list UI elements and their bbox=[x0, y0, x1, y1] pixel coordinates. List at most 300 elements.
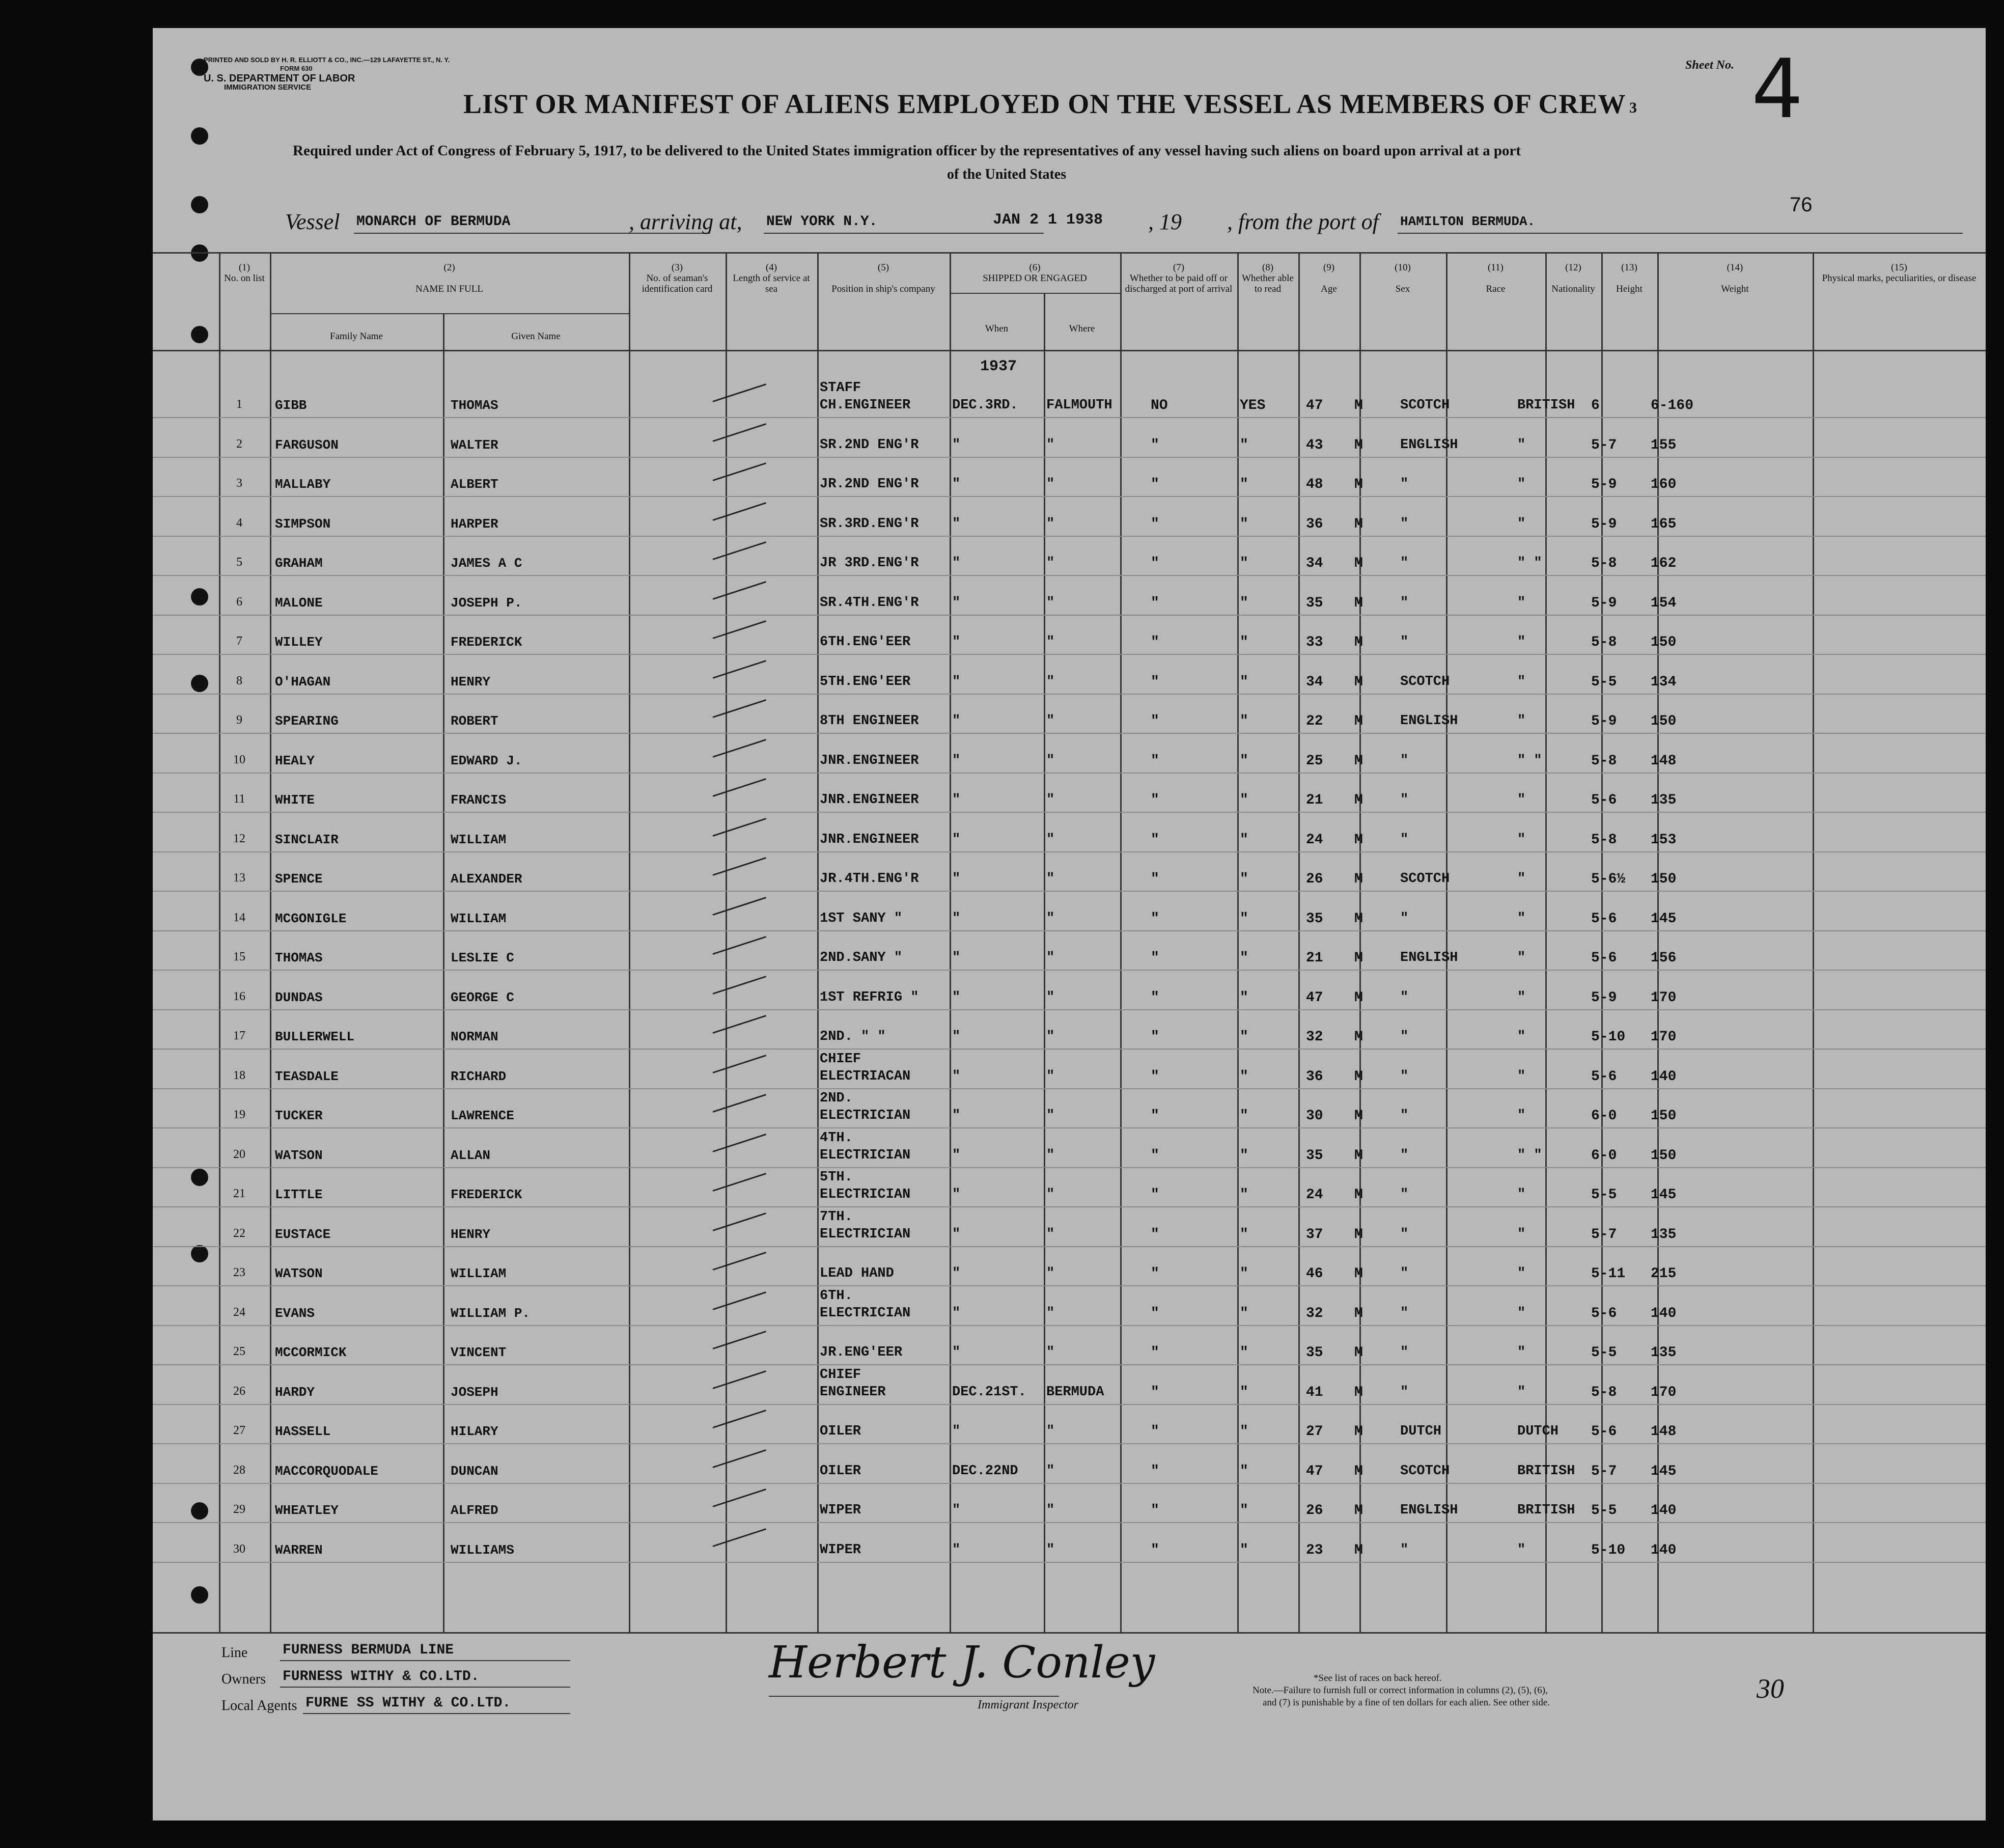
able-to-read: " bbox=[1240, 556, 1248, 571]
height: 6-0 bbox=[1591, 1108, 1617, 1124]
shipped-when: " bbox=[952, 516, 961, 532]
able-to-read: " bbox=[1240, 1147, 1248, 1164]
paid-off: " bbox=[1151, 713, 1159, 729]
row-rule bbox=[153, 654, 1986, 655]
sex: M bbox=[1354, 950, 1363, 966]
weight: 162 bbox=[1651, 556, 1677, 571]
race: " bbox=[1400, 1226, 1409, 1242]
weight: 150 bbox=[1651, 1147, 1677, 1164]
col7-header: (7) Whether to be paid off or discharged at port of arrival bbox=[1125, 262, 1233, 294]
given-name: HENRY bbox=[451, 1226, 491, 1242]
binder-hole bbox=[191, 196, 208, 213]
family-name: TUCKER bbox=[275, 1108, 323, 1123]
check-mark bbox=[713, 1173, 767, 1192]
given-name: ROBERT bbox=[451, 713, 498, 729]
shipped-where: FALMOUTH bbox=[1046, 398, 1112, 413]
family-name: LITTLE bbox=[275, 1187, 323, 1202]
weight: 6-160 bbox=[1651, 398, 1694, 413]
row-rule bbox=[153, 970, 1986, 971]
check-mark bbox=[713, 462, 767, 481]
shipped-where: " bbox=[1046, 1345, 1055, 1360]
age: 34 bbox=[1306, 556, 1323, 571]
position: JR.2ND ENG'R bbox=[820, 477, 919, 492]
height: 5-7 bbox=[1591, 1226, 1617, 1243]
binder-hole bbox=[191, 1502, 208, 1520]
height: 5-5 bbox=[1591, 674, 1617, 690]
able-to-read: " bbox=[1240, 1305, 1248, 1321]
weight: 135 bbox=[1651, 792, 1677, 808]
check-mark bbox=[713, 620, 767, 639]
height: 5-5 bbox=[1591, 1503, 1617, 1519]
row-number: 10 bbox=[233, 753, 245, 766]
paid-off: " bbox=[1151, 1384, 1159, 1400]
given-name: JOSEPH P. bbox=[451, 595, 522, 611]
age: 35 bbox=[1306, 595, 1323, 611]
position: 5TH.ENG'EER bbox=[820, 674, 911, 689]
arrival-date: JAN 2 1 1938 bbox=[993, 211, 1103, 229]
manifest-title: LIST OR MANIFEST OF ALIENS EMPLOYED ON THE VESSEL AS MEMBERS OF CREW bbox=[463, 89, 1626, 119]
height: 5-6 bbox=[1591, 950, 1617, 966]
able-to-read: " bbox=[1240, 437, 1248, 453]
weight: 165 bbox=[1651, 516, 1677, 532]
height: 5-6 bbox=[1591, 911, 1617, 927]
weight: 156 bbox=[1651, 950, 1677, 966]
age: 22 bbox=[1306, 713, 1323, 729]
sex: M bbox=[1354, 1424, 1363, 1440]
check-mark bbox=[713, 1370, 767, 1389]
able-to-read: " bbox=[1240, 1108, 1248, 1124]
weight: 160 bbox=[1651, 477, 1677, 492]
weight: 170 bbox=[1651, 1029, 1677, 1045]
height: 5-6 bbox=[1591, 1068, 1617, 1085]
family-name: HEALY bbox=[275, 753, 315, 768]
shipped-when: " bbox=[952, 713, 961, 729]
check-mark bbox=[713, 1134, 767, 1152]
col15-header: (15) Physical marks, peculiarities, or disease bbox=[1822, 262, 1977, 284]
paid-off: " bbox=[1151, 556, 1159, 571]
position-line1: STAFF bbox=[820, 380, 861, 396]
nationality: " bbox=[1517, 1542, 1526, 1558]
col4-header: (4) Length of service at sea bbox=[733, 262, 810, 294]
shipped-when: " bbox=[952, 832, 961, 847]
family-name: EUSTACE bbox=[275, 1226, 331, 1242]
family-name: TEASDALE bbox=[275, 1068, 339, 1084]
given-name: WILLIAM bbox=[451, 1266, 507, 1281]
age: 27 bbox=[1306, 1424, 1323, 1440]
manifest-sheet bbox=[153, 28, 1986, 1821]
row-rule bbox=[153, 615, 1986, 616]
col3-header: (3) No. of seaman's identification card bbox=[642, 262, 713, 294]
position: SR.3RD.ENG'R bbox=[820, 516, 919, 532]
height: 5-6 bbox=[1591, 1424, 1617, 1440]
shipped-when: DEC.22ND bbox=[952, 1463, 1018, 1479]
given-name: HARPER bbox=[451, 516, 498, 532]
family-name: GIBB bbox=[275, 398, 307, 413]
owners-label: Owners bbox=[221, 1671, 266, 1687]
inspector-signature: Herbert J. Conley bbox=[769, 1637, 1155, 1688]
paid-off: " bbox=[1151, 635, 1159, 650]
row-number: 26 bbox=[233, 1384, 245, 1398]
vessel-name: MONARCH OF BERMUDA bbox=[356, 214, 511, 230]
shipped-where: BERMUDA bbox=[1046, 1384, 1104, 1400]
given-name: ALBERT bbox=[451, 477, 498, 492]
family-name: SINCLAIR bbox=[275, 832, 339, 847]
nationality: " bbox=[1517, 595, 1526, 611]
row-number: 7 bbox=[236, 635, 242, 648]
sex: M bbox=[1354, 1068, 1363, 1085]
race: " bbox=[1400, 477, 1409, 492]
race: " bbox=[1400, 1147, 1409, 1163]
sex: M bbox=[1354, 674, 1363, 690]
age: 37 bbox=[1306, 1226, 1323, 1243]
binder-hole bbox=[191, 1586, 208, 1604]
position: JR 3RD.ENG'R bbox=[820, 556, 919, 571]
printer-imprint: PRINTED AND SOLD BY H. R. ELLIOTT & CO., INC.—129 LAFAYETTE ST., N. Y. bbox=[204, 56, 450, 64]
family-name: WARREN bbox=[275, 1542, 323, 1558]
able-to-read: " bbox=[1240, 595, 1248, 611]
height: 5-9 bbox=[1591, 713, 1617, 729]
family-name: MALONE bbox=[275, 595, 323, 611]
given-name: WILLIAMS bbox=[451, 1542, 514, 1558]
sex: M bbox=[1354, 713, 1363, 729]
position: LEAD HAND bbox=[820, 1266, 894, 1281]
col14-header: (14) Weight bbox=[1721, 262, 1749, 294]
sex: M bbox=[1354, 1266, 1363, 1282]
position: CH.ENGINEER bbox=[820, 398, 911, 413]
col13-header: (13) Height bbox=[1616, 262, 1643, 294]
given-name: LAWRENCE bbox=[451, 1108, 514, 1123]
line-label: Line bbox=[221, 1645, 248, 1661]
age: 41 bbox=[1306, 1384, 1323, 1400]
given-name: FREDERICK bbox=[451, 1187, 522, 1202]
paid-off: " bbox=[1151, 516, 1159, 532]
height: 5-6½ bbox=[1591, 871, 1626, 887]
table-top-rule bbox=[153, 252, 1986, 254]
departure-port: HAMILTON BERMUDA. bbox=[1400, 214, 1536, 229]
check-mark bbox=[713, 1410, 767, 1428]
sex: M bbox=[1354, 871, 1363, 887]
weight: 154 bbox=[1651, 595, 1677, 611]
age: 47 bbox=[1306, 989, 1323, 1006]
shipped-where: " bbox=[1046, 437, 1055, 453]
shipped-where: " bbox=[1046, 1463, 1055, 1479]
paid-off: " bbox=[1151, 832, 1159, 848]
nationality: " bbox=[1517, 1305, 1526, 1321]
col6-where-header: Where bbox=[1069, 323, 1095, 334]
row-number: 18 bbox=[233, 1068, 245, 1082]
race: SCOTCH bbox=[1400, 398, 1450, 413]
year-label: , 19 bbox=[1148, 209, 1182, 234]
shipped-where: " bbox=[1046, 674, 1055, 689]
race: SCOTCH bbox=[1400, 674, 1450, 689]
family-name: THOMAS bbox=[275, 950, 323, 966]
paid-off: " bbox=[1151, 1305, 1159, 1321]
position: WIPER bbox=[820, 1542, 861, 1558]
shipped-when: " bbox=[952, 1345, 961, 1360]
able-to-read: " bbox=[1240, 1503, 1248, 1519]
sex: M bbox=[1354, 989, 1363, 1006]
sex: M bbox=[1354, 1463, 1363, 1479]
age: 26 bbox=[1306, 871, 1323, 887]
position: 1ST SANY " bbox=[820, 911, 903, 926]
shipped-when: " bbox=[952, 1305, 961, 1321]
sex: M bbox=[1354, 1187, 1363, 1203]
position: 8TH ENGINEER bbox=[820, 713, 919, 729]
race: " bbox=[1400, 989, 1409, 1005]
nationality: " bbox=[1517, 1068, 1526, 1084]
given-name: NORMAN bbox=[451, 1029, 498, 1044]
given-name: DUNCAN bbox=[451, 1463, 498, 1479]
sex: M bbox=[1354, 477, 1363, 492]
weight: 215 bbox=[1651, 1266, 1677, 1282]
subtitle-line2: of the United States bbox=[947, 167, 1067, 182]
col5-header: (5) Position in ship's company bbox=[831, 262, 935, 294]
title-mark: 3 bbox=[1629, 99, 1637, 116]
check-mark bbox=[713, 1212, 767, 1231]
check-mark bbox=[713, 1252, 767, 1271]
able-to-read: " bbox=[1240, 674, 1248, 690]
race: " bbox=[1400, 1266, 1409, 1281]
sex: M bbox=[1354, 1542, 1363, 1558]
position: 1ST REFRIG " bbox=[820, 989, 919, 1005]
position: ELECTRIACAN bbox=[820, 1068, 911, 1084]
row-number: 24 bbox=[233, 1305, 245, 1319]
age: 46 bbox=[1306, 1266, 1323, 1282]
table-bottom-rule bbox=[153, 1632, 1986, 1634]
col2-given-header: Given Name bbox=[511, 331, 561, 342]
shipped-when: DEC.21ST. bbox=[952, 1384, 1026, 1400]
vessel-label: Vessel bbox=[285, 209, 340, 234]
given-name: EDWARD J. bbox=[451, 753, 522, 768]
nationality: BRITISH bbox=[1517, 1503, 1575, 1518]
given-name: VINCENT bbox=[451, 1345, 507, 1360]
age: 21 bbox=[1306, 792, 1323, 808]
binder-hole bbox=[191, 1169, 208, 1186]
from-port-label: , from the port of bbox=[1227, 209, 1379, 234]
race: SCOTCH bbox=[1400, 1463, 1450, 1479]
check-mark bbox=[713, 699, 767, 718]
sex: M bbox=[1354, 1029, 1363, 1045]
given-name: GEORGE C bbox=[451, 989, 514, 1005]
subtitle-line1: Required under Act of Congress of February 5, 1917, to be delivered to the United States immigration officer by the representatives of any vessel having such aliens on board upon arrival at a port bbox=[293, 143, 1521, 159]
shipped-where: " bbox=[1046, 1029, 1055, 1044]
weight: 150 bbox=[1651, 713, 1677, 729]
able-to-read: " bbox=[1240, 1266, 1248, 1282]
position: ELECTRICIAN bbox=[820, 1108, 911, 1123]
family-name: HARDY bbox=[275, 1384, 315, 1400]
row-number: 6 bbox=[236, 595, 242, 609]
shipped-where: " bbox=[1046, 1266, 1055, 1281]
able-to-read: " bbox=[1240, 1345, 1248, 1361]
agents-label: Local Agents bbox=[221, 1698, 297, 1714]
paid-off: " bbox=[1151, 1068, 1159, 1085]
shipped-where: " bbox=[1046, 1108, 1055, 1123]
race: " bbox=[1400, 1384, 1409, 1400]
shipped-where: " bbox=[1046, 516, 1055, 532]
shipped-when: " bbox=[952, 437, 961, 453]
family-name: BULLERWELL bbox=[275, 1029, 355, 1044]
binder-hole bbox=[191, 588, 208, 605]
family-name: MACCORQUODALE bbox=[275, 1463, 378, 1479]
family-name: DUNDAS bbox=[275, 989, 323, 1005]
weight: 148 bbox=[1651, 753, 1677, 769]
row-rule bbox=[153, 1443, 1986, 1444]
race: " bbox=[1400, 911, 1409, 926]
paid-off: " bbox=[1151, 1345, 1159, 1361]
position: SR.2ND ENG'R bbox=[820, 437, 919, 453]
weight: 135 bbox=[1651, 1345, 1677, 1361]
shipped-when: " bbox=[952, 989, 961, 1005]
nationality: " bbox=[1517, 477, 1526, 492]
race: " bbox=[1400, 516, 1409, 532]
nationality: " " bbox=[1517, 556, 1542, 571]
age: 48 bbox=[1306, 477, 1323, 492]
shipped-when: " bbox=[952, 911, 961, 926]
given-name: WALTER bbox=[451, 437, 498, 453]
nationality: DUTCH bbox=[1517, 1424, 1559, 1439]
height: 5-10 bbox=[1591, 1542, 1626, 1558]
given-name: THOMAS bbox=[451, 398, 498, 413]
shipped-where: " bbox=[1046, 1226, 1055, 1242]
sex: M bbox=[1354, 556, 1363, 571]
shipped-when: " bbox=[952, 556, 961, 571]
row-number: 21 bbox=[233, 1187, 245, 1200]
sex: M bbox=[1354, 1305, 1363, 1321]
able-to-read: " bbox=[1240, 1187, 1248, 1203]
height: 5-8 bbox=[1591, 832, 1617, 848]
family-name: WILLEY bbox=[275, 635, 323, 650]
able-to-read: " bbox=[1240, 911, 1248, 927]
row-rule bbox=[153, 694, 1986, 695]
race: " bbox=[1400, 792, 1409, 808]
shipped-when: " bbox=[952, 635, 961, 650]
age: 24 bbox=[1306, 1187, 1323, 1203]
sex: M bbox=[1354, 437, 1363, 453]
row-number: 25 bbox=[233, 1345, 245, 1358]
position-line1: 2ND. bbox=[820, 1091, 853, 1106]
age: 47 bbox=[1306, 1463, 1323, 1479]
nationality: " bbox=[1517, 674, 1526, 689]
row-number: 12 bbox=[233, 832, 245, 845]
col2-header: (2) NAME IN FULL bbox=[415, 262, 483, 294]
position: ELECTRICIAN bbox=[820, 1187, 911, 1202]
paid-off: " bbox=[1151, 1108, 1159, 1124]
col10-header: (10) Sex bbox=[1395, 262, 1411, 294]
row-rule bbox=[153, 1285, 1986, 1286]
height: 5-8 bbox=[1591, 1384, 1617, 1400]
shipped-when: " bbox=[952, 1029, 961, 1044]
nationality: " bbox=[1517, 1029, 1526, 1044]
given-name: HENRY bbox=[451, 674, 491, 689]
paid-off: " bbox=[1151, 1542, 1159, 1558]
able-to-read: " bbox=[1240, 753, 1248, 769]
able-to-read: " bbox=[1240, 1068, 1248, 1085]
form-number: FORM 630 bbox=[280, 65, 313, 72]
row-number: 20 bbox=[233, 1147, 245, 1161]
height: 5-10 bbox=[1591, 1029, 1626, 1045]
given-name: WILLIAM P. bbox=[451, 1305, 531, 1321]
weight: 150 bbox=[1651, 1108, 1677, 1124]
paid-off: " bbox=[1151, 871, 1159, 887]
col11-header: (11) Race bbox=[1486, 262, 1506, 294]
shipped-when: " bbox=[952, 1187, 961, 1202]
given-name: ALLAN bbox=[451, 1147, 491, 1163]
race: " bbox=[1400, 635, 1409, 650]
height: 5-7 bbox=[1591, 1463, 1617, 1479]
row-number: 30 bbox=[233, 1542, 245, 1556]
shipped-when: " bbox=[952, 477, 961, 492]
age: 26 bbox=[1306, 1503, 1323, 1519]
height: 5-9 bbox=[1591, 595, 1617, 611]
check-mark bbox=[713, 778, 767, 797]
shipped-where: " bbox=[1046, 556, 1055, 571]
sex: M bbox=[1354, 832, 1363, 848]
line-value: FURNESS BERMUDA LINE bbox=[283, 1642, 454, 1658]
family-name: WATSON bbox=[275, 1266, 323, 1281]
given-name: ALFRED bbox=[451, 1503, 498, 1518]
age: 47 bbox=[1306, 398, 1323, 413]
position: JNR.ENGINEER bbox=[820, 753, 919, 768]
shipped-where: " bbox=[1046, 792, 1055, 808]
race: " bbox=[1400, 753, 1409, 768]
height: 6-0 bbox=[1591, 1147, 1617, 1164]
sheet-number: 4 bbox=[1751, 41, 1803, 136]
race: " bbox=[1400, 556, 1409, 571]
weight: 150 bbox=[1651, 635, 1677, 650]
weight: 140 bbox=[1651, 1542, 1677, 1558]
position: JNR.ENGINEER bbox=[820, 792, 919, 808]
shipped-where: " bbox=[1046, 1147, 1055, 1163]
able-to-read: " bbox=[1240, 871, 1248, 887]
family-name: SPENCE bbox=[275, 871, 323, 887]
sex: M bbox=[1354, 1226, 1363, 1243]
row-number: 28 bbox=[233, 1463, 245, 1477]
nationality: " bbox=[1517, 1384, 1526, 1400]
able-to-read: " bbox=[1240, 713, 1248, 729]
paid-off: NO bbox=[1151, 398, 1168, 413]
check-mark bbox=[713, 1055, 767, 1073]
sex: M bbox=[1354, 635, 1363, 650]
col12-header: (12) Nationality bbox=[1551, 262, 1595, 294]
sex: M bbox=[1354, 1108, 1363, 1124]
note-races: *See list of races on back hereof. bbox=[1314, 1673, 1442, 1684]
family-name: SPEARING bbox=[275, 713, 339, 729]
col6-header: (6) SHIPPED OR ENGAGED bbox=[983, 262, 1087, 284]
arrival-port: NEW YORK N.Y. bbox=[766, 214, 878, 230]
paid-off: " bbox=[1151, 1226, 1159, 1243]
row-number: 5 bbox=[236, 556, 242, 569]
family-name: EVANS bbox=[275, 1305, 315, 1321]
shipped-when: " bbox=[952, 1068, 961, 1084]
row-rule bbox=[153, 851, 1986, 852]
row-number: 4 bbox=[236, 516, 242, 530]
shipped-where: " bbox=[1046, 713, 1055, 729]
row-number: 14 bbox=[233, 911, 245, 924]
page-mark: 76 bbox=[1790, 194, 1813, 216]
check-mark bbox=[713, 581, 767, 600]
row-rule bbox=[153, 1364, 1986, 1365]
given-name: FRANCIS bbox=[451, 792, 507, 808]
col8-header: (8) Whether able to read bbox=[1242, 262, 1294, 294]
given-name: HILARY bbox=[451, 1424, 498, 1439]
able-to-read: " bbox=[1240, 1424, 1248, 1440]
family-name: MCGONIGLE bbox=[275, 911, 347, 926]
row-number: 29 bbox=[233, 1503, 245, 1516]
able-to-read: " bbox=[1240, 635, 1248, 650]
age: 23 bbox=[1306, 1542, 1323, 1558]
check-mark bbox=[713, 1291, 767, 1310]
paid-off: " bbox=[1151, 950, 1159, 966]
